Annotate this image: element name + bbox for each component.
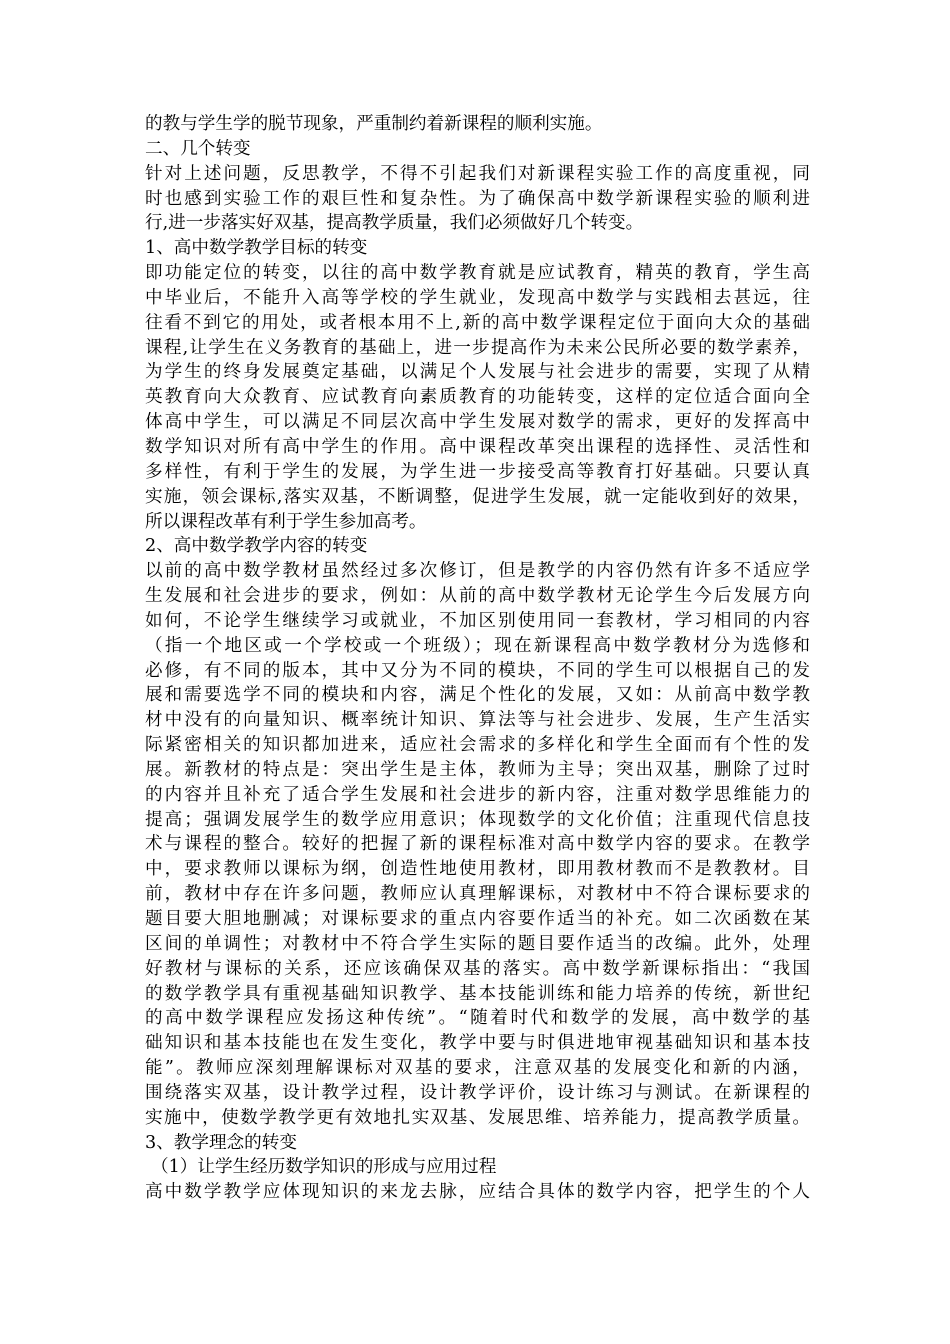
- text-line: 实施中，使数学教学更有效地扎实双基、发展思维、培养能力，提高教学质量。: [145, 1107, 810, 1128]
- text-line: 多样性，有利于学生的发展，为学生进一步接受高等教育打好基础。只要认真: [145, 461, 810, 482]
- text-line: 所以课程改革有利于学生参加高考。: [145, 511, 427, 532]
- text-line: 的数学教学具有重视基础知识教学、基本技能训练和能力培养的传统，新世纪: [145, 983, 810, 1004]
- text-line: （指一个地区或一个学校或一个班级）；现在新课程高中数学教材分为选修和: [145, 635, 810, 656]
- text-line: 为学生的终身发展奠定基础，以满足个人发展与社会进步的需要，实现了从精: [145, 362, 810, 383]
- text-line: 以前的高中数学教材虽然经过多次修订，但是教学的内容仍然有许多不适应学: [145, 561, 810, 582]
- text-line: 往看不到它的用处，或者根本用不上,新的高中数学课程定位于面向大众的基础: [145, 312, 810, 333]
- text-line: 生发展和社会进步的要求，例如：从前的高中数学教材无论学生今后发展方向: [145, 586, 810, 607]
- text-line: 中毕业后，不能升入高等学校的学生就业，发现高中数学与实践相去甚远，往: [145, 287, 810, 308]
- text-line: 数学知识对所有高中学生的作用。高中课程改革突出课程的选择性、灵活性和: [145, 436, 810, 457]
- text-line: 展和需要选学不同的模块和内容，满足个性化的发展，又如：从前高中数学教: [145, 685, 810, 706]
- text-line: 术与课程的整合。较好的把握了新的课程标准对高中数学内容的要求。在教学: [145, 834, 810, 855]
- section-heading: （1）让学生经历数学知识的形成与应用过程: [151, 1157, 497, 1178]
- text-line: 即功能定位的转变，以往的高中数学教育就是应试教育，精英的教育，学生高: [145, 263, 810, 284]
- text-line: 的教与学生学的脱节现象，严重制约着新课程的顺利实施。: [145, 114, 603, 134]
- text-line: 的高中数学课程应发扬这种传统”。“随着时代和数学的发展，高中数学的基: [145, 1008, 810, 1029]
- text-line: 的内容并且补充了适合学生发展和社会进步的新内容，注重对数学思维能力的: [145, 784, 810, 805]
- text-line: 英教育向大众教育、应试教育向素质教育的功能转变，这样的定位适合面向全: [145, 387, 810, 408]
- text-line: 课程,让学生在义务教育的基础上，进一步提高作为未来公民所必要的数学素养，: [145, 337, 810, 358]
- section-heading: 二、几个转变: [145, 138, 251, 159]
- section-heading: 1、高中数学教学目标的转变: [145, 238, 368, 259]
- text-line: 中，要求教师以课标为纲，创造性地使用教材，即用教材教而不是教教材。目: [145, 859, 810, 880]
- text-line: 行,进一步落实好双基，提高教学质量，我们必须做好几个转变。: [145, 213, 644, 234]
- text-line: 体高中学生，可以满足不同层次高中学生发展对数学的需求，更好的发挥高中: [145, 412, 810, 433]
- text-line: 材中没有的向量知识、概率统计知识、算法等与社会进步、发展，生产生活实: [145, 710, 810, 731]
- text-line: 际紧密相关的知识都加进来，适应社会需求的多样化和学生全面而有个性的发: [145, 735, 810, 756]
- text-line: 必修，有不同的版本，其中又分为不同的模块，不同的学生可以根据自己的发: [145, 660, 810, 681]
- text-line: 针对上述问题，反思教学，不得不引起我们对新课程实验工作的高度重视，同: [145, 163, 810, 184]
- text-line: 能”。教师应深刻理解课标对双基的要求，注意双基的发展变化和新的内涵，: [145, 1058, 810, 1079]
- text-line: 前，教材中存在许多问题，教师应认真理解课标，对教材中不符合课标要求的: [145, 884, 810, 905]
- section-heading: 3、教学理念的转变: [145, 1132, 297, 1153]
- text-line: 展。新教材的特点是：突出学生是主体，教师为主导；突出双基，删除了过时: [145, 759, 810, 780]
- text-line: 如何，不论学生继续学习或就业，不加区别使用同一套教材，学习相同的内容: [145, 610, 810, 631]
- text-line: 提高；强调发展学生的数学应用意识；体现数学的文化价值；注重现代信息技: [145, 809, 810, 830]
- text-line: 围绕落实双基，设计教学过程，设计教学评价，设计练习与测试。在新课程的: [145, 1082, 810, 1103]
- text-line: 区间的单调性；对教材中不符合学生实际的题目要作适当的改编。此外，处理: [145, 933, 810, 954]
- text-line: 题目要大胆地删减；对课标要求的重点内容要作适当的补充。如二次函数在某: [145, 909, 810, 929]
- text-line: 时也感到实验工作的艰巨性和复杂性。为了确保高中数学新课程实验的顺利进: [145, 188, 810, 209]
- text-line: 础知识和基本技能也在发生变化，教学中要与时俱进地审视基础知识和基本技: [145, 1033, 810, 1054]
- document-body: [145, 112, 810, 1205]
- text-line: 实施，领会课标,落实双基，不断调整，促进学生发展，就一定能收到好的效果，: [145, 486, 810, 507]
- text-line: 好教材与课标的关系，还应该确保双基的落实。高中数学新课标指出：“我国: [145, 958, 810, 979]
- section-heading: 2、高中数学教学内容的转变: [145, 536, 368, 557]
- text-line: 高中数学教学应体现知识的来龙去脉，应结合具体的数学内容，把学生的个人: [145, 1182, 810, 1203]
